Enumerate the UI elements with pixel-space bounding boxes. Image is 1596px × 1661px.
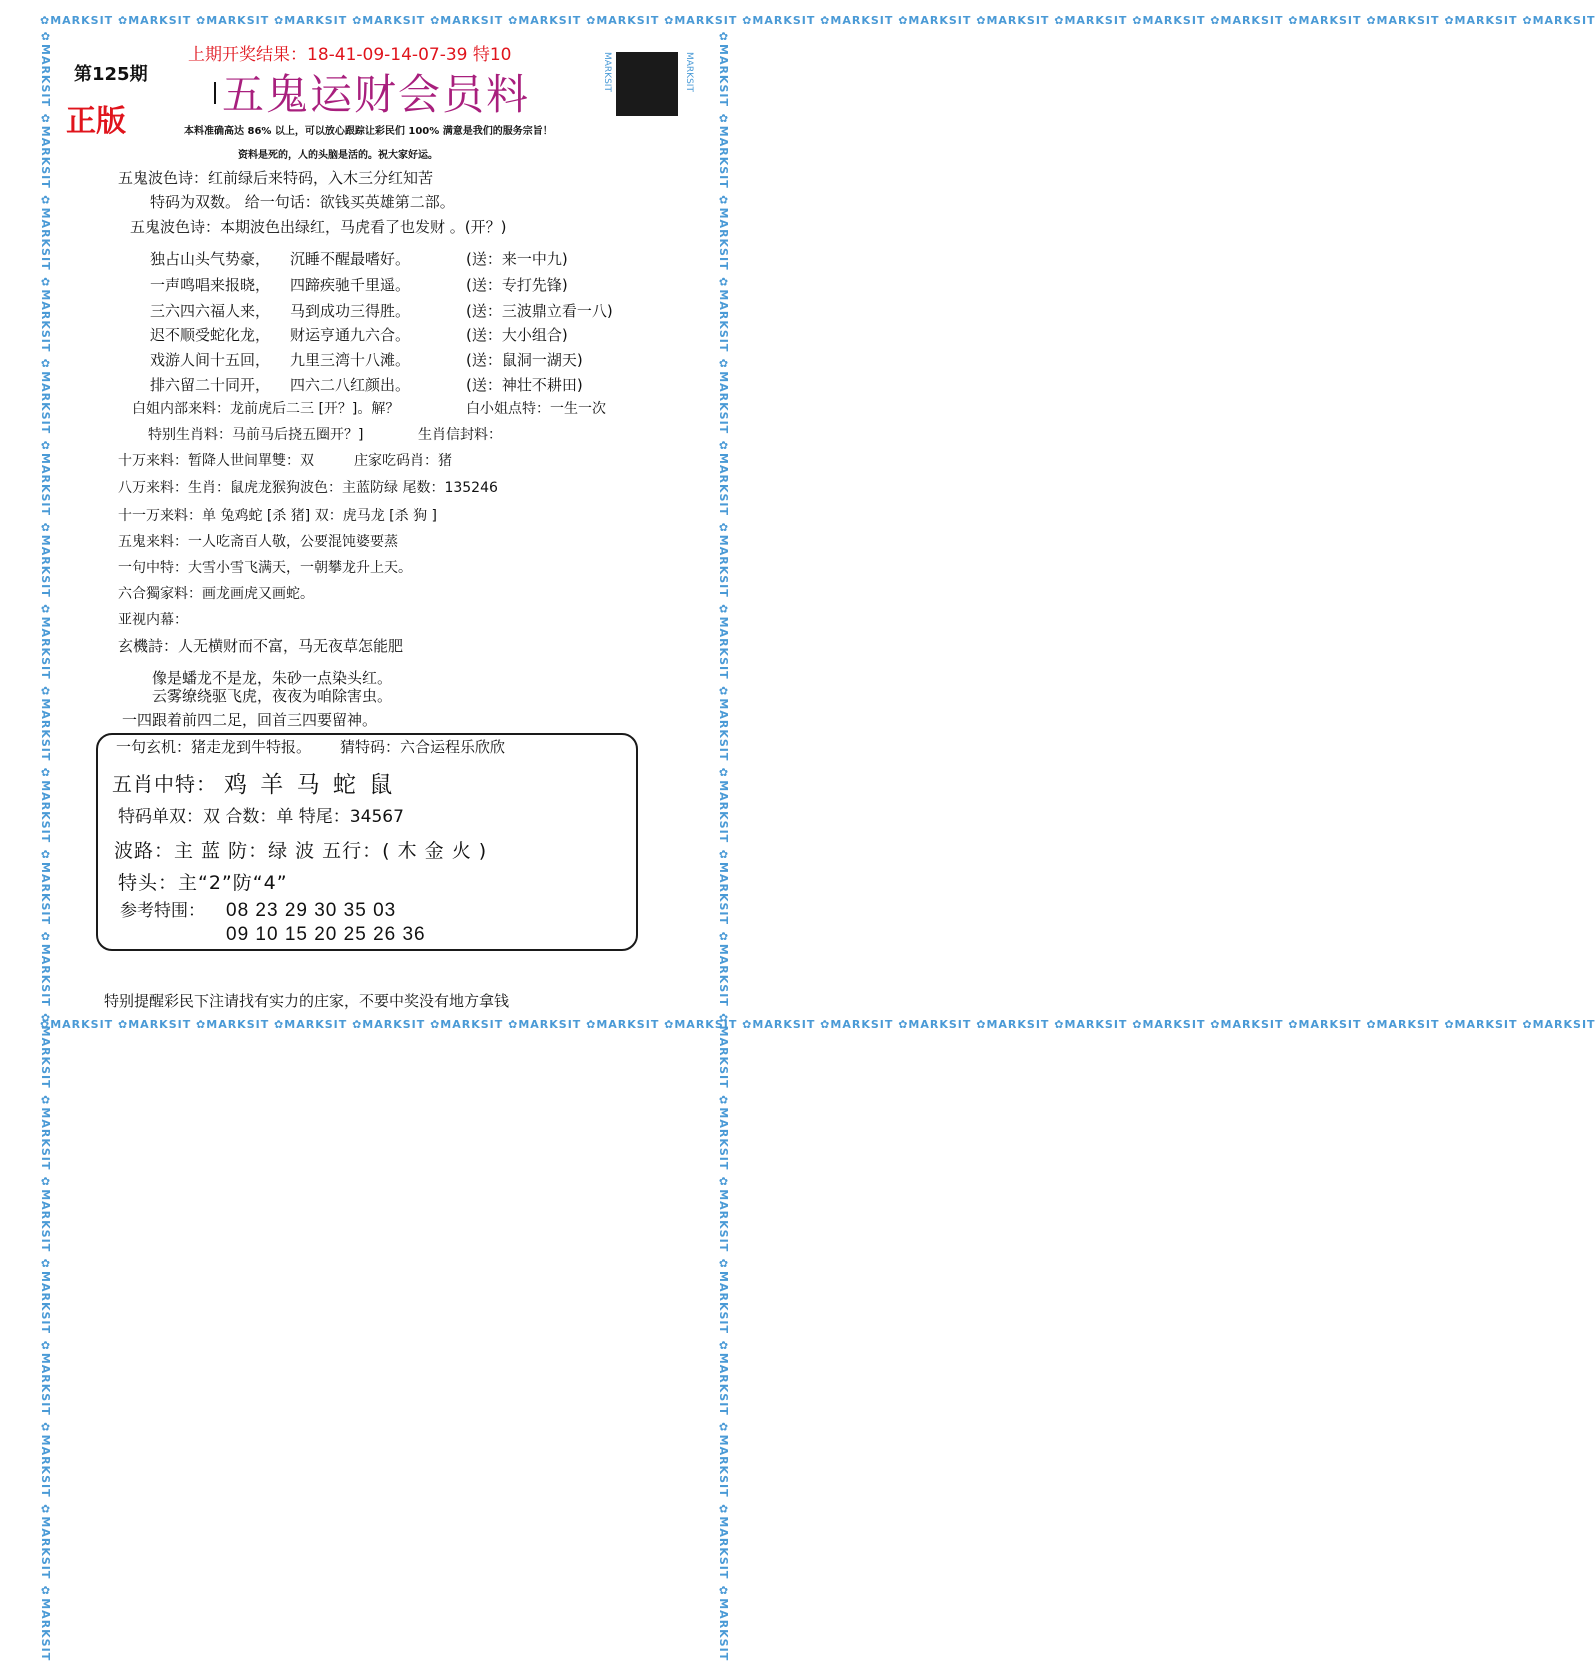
head-row: 特头：主“2”防“4”: [118, 872, 288, 894]
wave-poem-1b: 特码为双数。 给一句话：欲钱买英雄第二部。: [150, 193, 455, 211]
xuanji-line-3: 一四跟着前四二足，回首三四要留神。: [122, 711, 378, 729]
xuanji-line-1: 像是蟠龙不是龙，朱砂一点染头红。: [152, 669, 393, 687]
poem-line: 戏游人间十五回，: [150, 351, 271, 369]
row-liuhe: 六合獨家料：画龙画虎又画蛇。: [118, 586, 314, 602]
last-result: 上期开奖结果：18-41-09-14-07-39 特10: [188, 45, 512, 65]
footer-reminder: 特别提醒彩民下注请找有实力的庄家，不要中奖没有地方拿钱: [104, 992, 510, 1010]
watermark-border-bottom: ✿MARKSIT ✿MARKSIT ✿MARKSIT ✿MARKSIT ✿MARKSIT ✿MARKSIT ✿MARKSIT ✿MARKSIT ✿MARKSIT ✿MARKSIT ✿MARKSIT ✿MARKSIT ✿MARKSIT ✿MARKSIT ✿MARKSIT ✿MARKSIT ✿MARKSIT ✿MARKSIT ✿MARKSIT ✿MARKSIT: [40, 1018, 1596, 1031]
intro-line-1: 本料准确高达 86% 以上，可以放心跟踪让彩民们 100% 满意是我们的服务宗旨！: [184, 126, 553, 137]
poem-line-b: 财运亨通九六合。: [290, 326, 411, 344]
wave-route-row: 波路：主 蓝 防：绿 波 五行：( 木 金 火 ): [114, 840, 488, 862]
five-zodiac-values: 鸡 羊 马 蛇 鼠: [224, 772, 396, 798]
row-wugui: 五鬼来料：一人吃斋百人敬，公要混饨婆要蒸: [118, 534, 398, 550]
box-xuanji: 一句玄机：猪走龙到牛特报。: [116, 738, 312, 756]
five-zodiac-label: 五肖中特：: [112, 772, 217, 796]
poem-line: 迟不顺受蛇化龙，: [150, 326, 271, 344]
page-title: 五鬼运财会员料: [222, 70, 531, 119]
poem-line-c: (送：三波鼎立看一八): [466, 302, 613, 320]
wave-poem-2: 五鬼波色诗：本期波色出绿红，马虎看了也发财 。(开？): [130, 218, 507, 236]
poem-line-b: 沉睡不醒最嗜好。: [290, 250, 411, 268]
poem-line-c: (送：神壮不耕田): [466, 376, 583, 394]
edition-label: 正版: [66, 104, 126, 139]
poem-line-b: 四蹄疾驰千里遥。: [290, 276, 411, 294]
row-100k: 十万来料：暂降人世间單雙：双: [118, 453, 314, 469]
poem-line: 独占山头气势豪，: [150, 250, 271, 268]
ref-numbers-row-2: 09 10 15 20 25 26 36: [226, 924, 426, 945]
poem-line-c: (送：来一中九): [466, 250, 568, 268]
intro-line-2: 资料是死的，人的头脑是活的。祝大家好运。: [238, 150, 438, 161]
watermark-border-top: ✿MARKSIT ✿MARKSIT ✿MARKSIT ✿MARKSIT ✿MARKSIT ✿MARKSIT ✿MARKSIT ✿MARKSIT ✿MARKSIT ✿MARKSIT ✿MARKSIT ✿MARKSIT ✿MARKSIT ✿MARKSIT ✿MARKSIT ✿MARKSIT ✿MARKSIT ✿MARKSIT ✿MARKSIT ✿MARKSIT: [40, 14, 1596, 27]
poem-line-b: 四六二八红颜出。: [290, 376, 411, 394]
poem-line: 排六留二十同开，: [150, 376, 271, 394]
row-80k: 八万来料：生肖：鼠虎龙猴狗波色：主蓝防绿 尾数：135246: [118, 480, 498, 496]
odd-even-row: 特码单双：双 合数：单 特尾：34567: [118, 807, 404, 827]
row-xuanji-poem: 玄機詩：人无横财而不富，马无夜草怎能肥: [118, 637, 404, 655]
ref-numbers-row-1: 08 23 29 30 35 03: [226, 900, 397, 921]
baijie-row: 白姐内部来料：龙前虎后二三 [开？]。解？: [132, 401, 400, 417]
row-yiju: 一句中特：大雪小雪飞满天，一朝攀龙升上天。: [118, 560, 412, 576]
special-zodiac-row: 特别生肖料：马前马后挠五圈开？]: [148, 427, 364, 443]
poem-line-c: (送：专打先锋): [466, 276, 568, 294]
watermark-border-right: ✿MARKSIT ✿MARKSIT ✿MARKSIT ✿MARKSIT ✿MARKSIT ✿MARKSIT ✿MARKSIT ✿MARKSIT ✿MARKSIT ✿MARKSIT ✿MARKSIT ✿MARKSIT ✿MARKSIT ✿MARKSIT ✿MARKSIT ✿MARKSIT ✿MARKSIT ✿MARKSIT ✿MARKSIT ✿MARKSIT: [717, 30, 730, 1661]
poem-line-c: (送：大小组合): [466, 326, 568, 344]
poem-line: 三六四六福人来，: [150, 302, 271, 320]
poem-line: 一声鸣唱来报晓，: [150, 276, 271, 294]
title-bar-mark: [214, 82, 216, 104]
wave-poem-1: 五鬼波色诗：红前绿后来特码，入木三分红知苦: [118, 169, 434, 187]
envelope-row: 生肖信封料：: [418, 427, 502, 443]
poem-line-b: 九里三湾十八滩。: [290, 351, 411, 369]
poem-line-c: (送：鼠洞一湖天): [466, 351, 583, 369]
baixiaojie-row: 白小姐点特：一生一次: [466, 401, 606, 417]
ref-label: 参考特围：: [120, 901, 205, 921]
dealer-row: 庄家吃码肖：猪: [354, 453, 452, 469]
watermark-border-left: ✿MARKSIT ✿MARKSIT ✿MARKSIT ✿MARKSIT ✿MARKSIT ✿MARKSIT ✿MARKSIT ✿MARKSIT ✿MARKSIT ✿MARKSIT ✿MARKSIT ✿MARKSIT ✿MARKSIT ✿MARKSIT ✿MARKSIT ✿MARKSIT ✿MARKSIT ✿MARKSIT ✿MARKSIT ✿MARKSIT: [39, 30, 52, 1661]
qr-code-image: MARKSIT MARKSIT: [604, 46, 700, 128]
poem-line-b: 马到成功三得胜。: [290, 302, 411, 320]
row-yashi: 亚视内幕：: [118, 612, 188, 628]
row-110k: 十一万来料：单 兔鸡蛇 [杀 猪] 双：虎马龙 [杀 狗 ]: [118, 508, 437, 524]
xuanji-line-2: 云雾缭绕驱飞虎，夜夜为咱除害虫。: [152, 687, 393, 705]
box-guess: 猜特码：六合运程乐欣欣: [340, 738, 506, 756]
issue-number: 第125期: [74, 64, 148, 85]
